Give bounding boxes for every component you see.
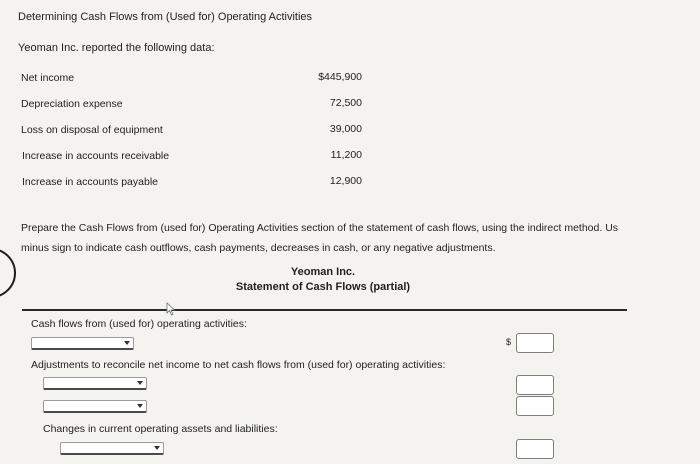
chevron-down-icon [137, 381, 143, 385]
statement-divider [22, 309, 627, 311]
chevron-down-icon [124, 341, 130, 345]
changes-heading: Changes in current operating assets and liabilities: [43, 423, 278, 435]
instructions-line-2: minus sign to indicate cash outflows, cash payments, decreases in cash, or any negative adjustments. [21, 242, 496, 254]
data-row-value: 11,200 [330, 149, 362, 161]
adjustments-heading: Adjustments to reconcile net income to net cash flows from (used for) operating activities: [31, 359, 446, 371]
change-amount-input-1[interactable] [516, 439, 554, 459]
data-row-label: Net income [21, 72, 75, 84]
change-select-1[interactable] [60, 442, 164, 455]
data-row-label: Depreciation expense [21, 98, 123, 110]
problem-intro: Yeoman Inc. reported the following data: [18, 42, 215, 54]
chevron-down-icon [137, 404, 143, 408]
adjustment-amount-input-2[interactable] [516, 396, 554, 416]
data-row-label: Increase in accounts receivable [22, 150, 170, 162]
mouse-pointer-icon [166, 302, 176, 316]
data-row-label: Loss on disposal of equipment [21, 124, 163, 136]
adjustment-select-1[interactable] [43, 377, 147, 390]
adjustment-select-2[interactable] [43, 400, 147, 413]
statement-title: Statement of Cash Flows (partial) [235, 281, 411, 293]
data-row-label: Increase in accounts payable [22, 176, 159, 188]
currency-symbol: $ [506, 337, 512, 347]
net-income-select[interactable] [31, 337, 134, 350]
data-row-value: 12,900 [329, 175, 362, 187]
data-row-value: 39,000 [329, 123, 362, 135]
data-row-value: 72,500 [329, 97, 362, 109]
net-income-amount-input[interactable] [516, 333, 554, 353]
chevron-down-icon [154, 446, 160, 450]
adjustment-amount-input-1[interactable] [516, 375, 554, 395]
instructions-line-1: Prepare the Cash Flows from (used for) Operating Activities section of the statement of cash flows, using the indirect method. Us [21, 222, 619, 234]
section-heading: Cash flows from (used for) operating activities: [31, 318, 247, 330]
data-row-value: $445,900 [318, 71, 362, 83]
problem-title: Determining Cash Flows from (Used for) Operating Activities [18, 11, 313, 23]
company-name: Yeoman Inc. [290, 266, 356, 278]
